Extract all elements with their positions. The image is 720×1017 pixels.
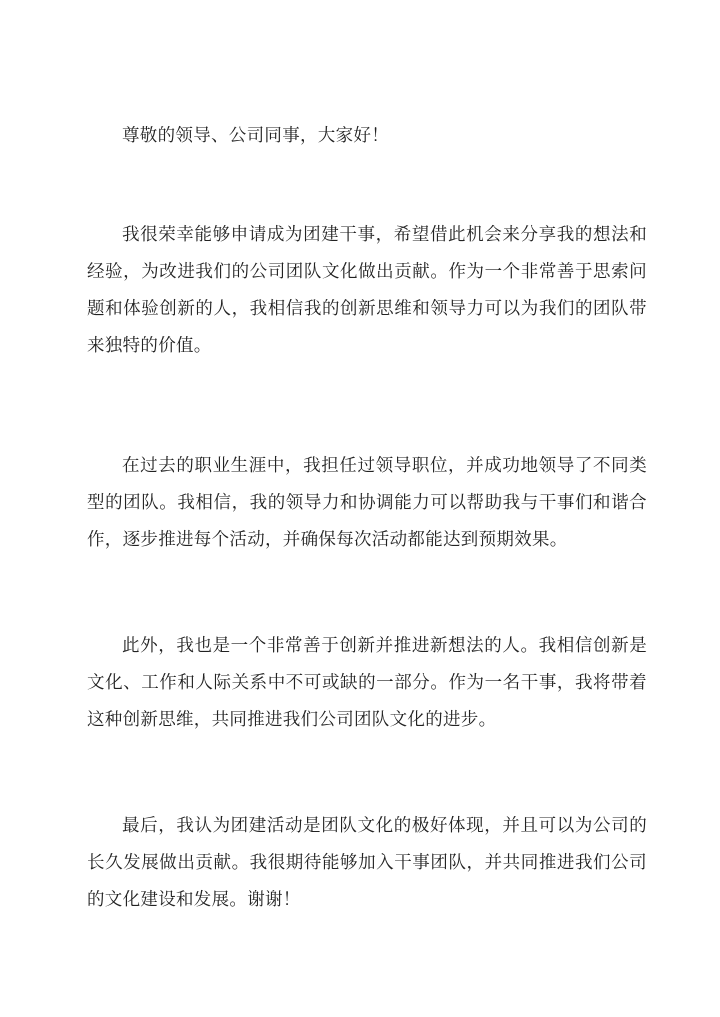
paragraph-1: 我很荣幸能够申请成为团建干事，希望借此机会来分享我的想法和经验，为改进我们的公司团队文化做出贡献。作为一个非常善于思索问题和体验创新的人，我相信我的创新思维和领导力可以为我们的团队带来独特的价值。 — [87, 225, 647, 356]
paragraph-2: 在过去的职业生涯中，我担任过领导职位，并成功地领导了不同类型的团队。我相信，我的领导力和协调能力可以帮助我与干事们和谐合作，逐步推进每个活动，并确保每次活动都能达到预期效果。 — [87, 456, 647, 550]
paragraph-3: 此外，我也是一个非常善于创新并推进新想法的人。我相信创新是文化、工作和人际关系中不可或缺的一部分。作为一名干事，我将带着这种创新思维，共同推进我们公司团队文化的进步。 — [87, 636, 647, 730]
paragraph-4: 最后，我认为团建活动是团队文化的极好体现，并且可以为公司的长久发展做出贡献。我很期待能够加入干事团队，并共同推进我们公司的文化建设和发展。谢谢！ — [87, 816, 647, 910]
greeting-line: 尊敬的领导、公司同事，大家好！ — [122, 126, 389, 146]
